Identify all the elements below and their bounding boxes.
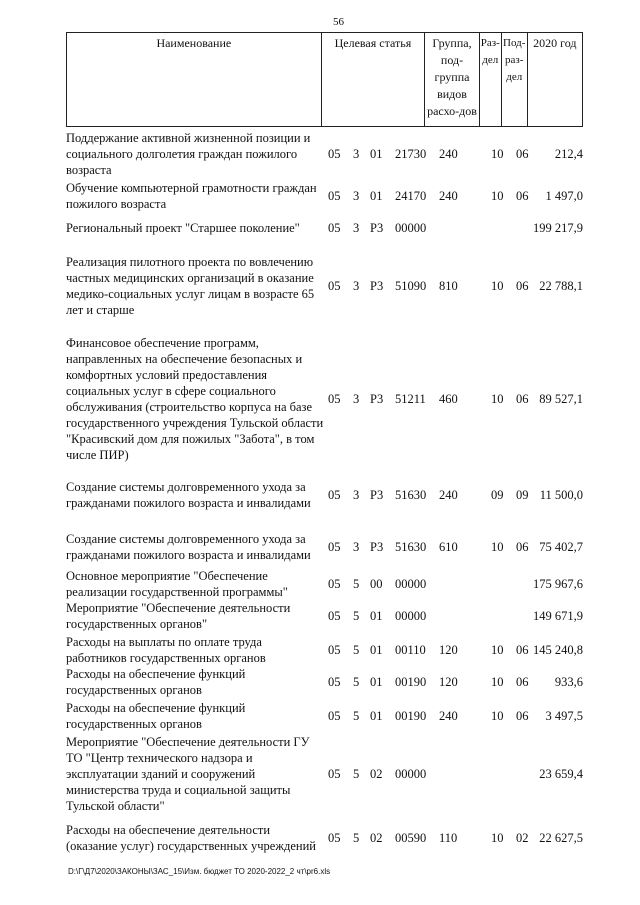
code-program: 05 xyxy=(328,643,341,657)
code-subprogram: 5 xyxy=(353,709,360,723)
code-direction: 00190 xyxy=(395,709,427,723)
code-direction: 00110 xyxy=(395,643,426,657)
row-name: Мероприятие "Обеспечение деятельности государственных органов" xyxy=(66,601,291,631)
expense-group: 120 xyxy=(439,675,458,689)
code-program: 05 xyxy=(328,767,341,781)
amount: 175 967,6 xyxy=(533,577,583,591)
section: 10 xyxy=(491,147,504,161)
section: 10 xyxy=(491,189,504,203)
table-header xyxy=(66,32,583,127)
code-subprogram: 3 xyxy=(353,540,360,554)
amount: 3 497,5 xyxy=(545,709,583,723)
code-subprogram: 3 xyxy=(353,221,360,235)
section: 10 xyxy=(491,675,504,689)
row-name: Расходы на обеспечение функций государственных органов xyxy=(66,667,246,697)
file-path-footer: D:\Г\Д7\2020\ЗАКОНЫ\ЗАС_15\Изм. бюджет ТО 2020-2022_2 чт\pr6.xls xyxy=(68,867,331,876)
code-subprogram: 3 xyxy=(353,147,360,161)
code-subprogram: 3 xyxy=(353,189,360,203)
code-subprogram: 5 xyxy=(353,609,360,623)
code-activity: 00 xyxy=(370,577,383,591)
code-activity: P3 xyxy=(370,279,384,293)
header-name: Наименование xyxy=(67,33,322,127)
header-target: Целевая статья xyxy=(321,33,425,127)
code-direction: 24170 xyxy=(395,189,427,203)
amount: 22 627,5 xyxy=(539,831,583,845)
expense-group: 610 xyxy=(439,540,458,554)
expense-group: 810 xyxy=(439,279,458,293)
expense-group: 120 xyxy=(439,643,458,657)
subsection: 06 xyxy=(516,643,529,657)
row-name: Расходы на выплаты по оплате труда работников государственных органов xyxy=(66,635,266,665)
code-subprogram: 5 xyxy=(353,675,360,689)
code-subprogram: 3 xyxy=(353,488,360,502)
header-group: Группа, под-группа видов расхо-дов xyxy=(425,33,480,127)
row-name: Региональный проект "Старшее поколение" xyxy=(66,221,300,235)
row-name: Финансовое обеспечение программ, направленных на обеспечение безопасных и комфортных условий предоставления социальных услуг в сфере социального обслуживания (строительство корпуса на базе государственного учреждения Тульской области "Красивский дом для пожилых "Забота", в том числе ПИР) xyxy=(66,336,324,462)
code-subprogram: 3 xyxy=(353,279,360,293)
code-activity: P3 xyxy=(370,392,384,406)
subsection: 06 xyxy=(516,392,529,406)
code-subprogram: 5 xyxy=(353,643,360,657)
code-direction: 00000 xyxy=(395,221,427,235)
code-program: 05 xyxy=(328,279,341,293)
code-subprogram: 3 xyxy=(353,392,360,406)
code-subprogram: 5 xyxy=(353,767,360,781)
code-program: 05 xyxy=(328,488,341,502)
code-direction: 51630 xyxy=(395,488,427,502)
code-direction: 00590 xyxy=(395,831,427,845)
row-name: Обучение компьютерной грамотности граждан пожилого возраста xyxy=(66,181,317,211)
section: 10 xyxy=(491,279,504,293)
expense-group: 240 xyxy=(439,189,458,203)
subsection: 06 xyxy=(516,675,529,689)
expense-group: 240 xyxy=(439,488,458,502)
code-activity: 01 xyxy=(370,643,383,657)
amount: 23 659,4 xyxy=(539,767,583,781)
code-program: 05 xyxy=(328,577,341,591)
subsection: 09 xyxy=(516,488,529,502)
row-name: Основное мероприятие "Обеспечение реализации государственной программы" xyxy=(66,569,288,599)
code-program: 05 xyxy=(328,675,341,689)
code-activity: 02 xyxy=(370,767,383,781)
code-activity: 02 xyxy=(370,831,383,845)
header-year: 2020 год xyxy=(527,33,582,127)
code-direction: 00000 xyxy=(395,577,427,591)
amount: 1 497,0 xyxy=(545,189,583,203)
amount: 89 527,1 xyxy=(539,392,583,406)
row-name: Расходы на обеспечение деятельности (оказание услуг) государственных учреждений xyxy=(66,823,316,853)
code-direction: 00190 xyxy=(395,675,427,689)
expense-group: 240 xyxy=(439,709,458,723)
section: 09 xyxy=(491,488,504,502)
section: 10 xyxy=(491,392,504,406)
subsection: 06 xyxy=(516,540,529,554)
row-name: Создание системы долговременного ухода за гражданами пожилого возраста и инвалидами xyxy=(66,480,311,510)
code-subprogram: 5 xyxy=(353,577,360,591)
row-name: Создание системы долговременного ухода за гражданами пожилого возраста и инвалидами xyxy=(66,532,311,562)
row-name: Мероприятие "Обеспечение деятельности ГУ ТО "Центр технического надзора и эксплуатации зданий и сооружений министерства труда и социальной защиты Тульской области" xyxy=(66,735,310,813)
subsection: 06 xyxy=(516,147,529,161)
code-direction: 51090 xyxy=(395,279,427,293)
subsection: 02 xyxy=(516,831,529,845)
code-direction: 21730 xyxy=(395,147,427,161)
code-direction: 00000 xyxy=(395,609,427,623)
code-direction: 51630 xyxy=(395,540,427,554)
expense-group: 240 xyxy=(439,147,458,161)
amount: 22 788,1 xyxy=(539,279,583,293)
code-program: 05 xyxy=(328,392,341,406)
section: 10 xyxy=(491,831,504,845)
code-activity: 01 xyxy=(370,709,383,723)
amount: 933,6 xyxy=(554,675,583,689)
subsection: 06 xyxy=(516,279,529,293)
amount: 149 671,9 xyxy=(533,609,583,623)
section: 10 xyxy=(491,643,504,657)
code-activity: P3 xyxy=(370,221,384,235)
subsection: 06 xyxy=(516,189,529,203)
row-name: Реализация пилотного проекта по вовлечению частных медицинских организаций в оказание медико-социальных услуг лицам в возрасте 65 лет и старше xyxy=(66,255,315,317)
code-program: 05 xyxy=(328,221,341,235)
code-activity: 01 xyxy=(370,675,383,689)
code-subprogram: 5 xyxy=(353,831,360,845)
amount: 75 402,7 xyxy=(539,540,583,554)
code-program: 05 xyxy=(328,540,341,554)
code-program: 05 xyxy=(328,609,341,623)
page-number: 56 xyxy=(333,16,344,28)
subsection: 06 xyxy=(516,709,529,723)
expense-group: 460 xyxy=(439,392,458,406)
code-activity: P3 xyxy=(370,488,384,502)
code-program: 05 xyxy=(328,189,341,203)
section: 10 xyxy=(491,540,504,554)
section: 10 xyxy=(491,709,504,723)
header-subsection: Под-раз-дел xyxy=(501,33,527,127)
amount: 145 240,8 xyxy=(533,643,583,657)
code-activity: 01 xyxy=(370,189,383,203)
code-direction: 51211 xyxy=(395,392,426,406)
code-program: 05 xyxy=(328,709,341,723)
code-direction: 00000 xyxy=(395,767,427,781)
amount: 11 500,0 xyxy=(539,488,583,502)
amount: 212,4 xyxy=(554,147,583,161)
code-program: 05 xyxy=(328,147,341,161)
code-activity: 01 xyxy=(370,609,383,623)
row-name: Расходы на обеспечение функций государственных органов xyxy=(66,701,246,731)
header-section: Раз-дел xyxy=(479,33,501,127)
code-activity: P3 xyxy=(370,540,384,554)
amount: 199 217,9 xyxy=(533,221,583,235)
code-activity: 01 xyxy=(370,147,383,161)
expense-group: 110 xyxy=(439,831,458,845)
code-program: 05 xyxy=(328,831,341,845)
row-name: Поддержание активной жизненной позиции и социального долголетия граждан пожилого возраста xyxy=(66,131,311,177)
